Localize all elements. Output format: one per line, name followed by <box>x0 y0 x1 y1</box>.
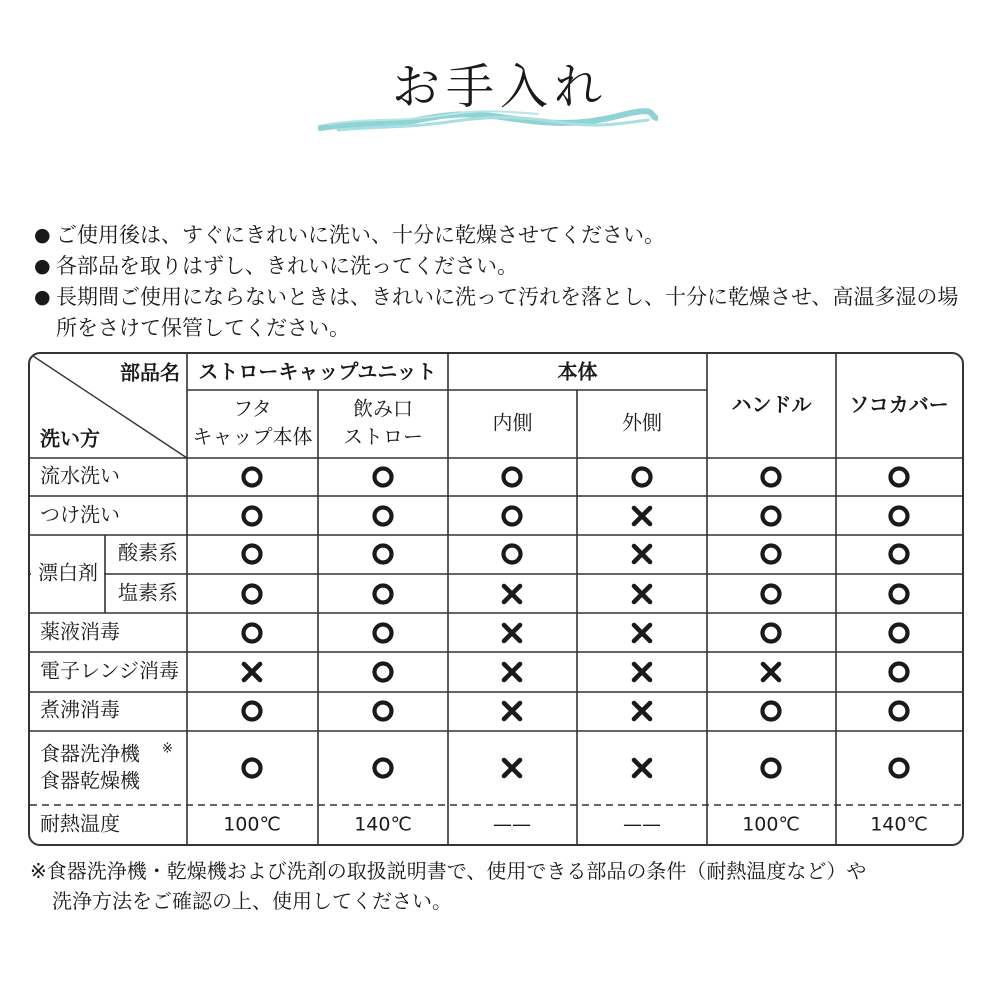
subcolumn-header: 内側 <box>492 410 533 435</box>
ok-mark <box>375 508 392 525</box>
ok-mark <box>244 586 261 603</box>
ok-mark <box>375 469 392 486</box>
subcolumn-header: 飲み口 <box>353 396 413 421</box>
group-header: 本体 <box>557 359 598 384</box>
subcolumn-header: キャップ本体 <box>192 424 313 449</box>
bullet-icon: ● <box>34 286 51 308</box>
care-notes <box>34 220 974 344</box>
ok-mark <box>375 760 392 777</box>
bullet-icon: ● <box>34 255 51 277</box>
row-label: 煮沸消毒 <box>40 697 120 722</box>
heat-value: 140℃ <box>870 813 928 836</box>
subcolumn-header: 外側 <box>622 410 662 435</box>
subcolumn-header: フタ <box>233 396 272 421</box>
note-text: 各部品を取りはずし、きれいに洗ってください。 <box>56 254 518 278</box>
ok-mark <box>244 760 261 777</box>
ok-mark <box>375 586 392 603</box>
ok-mark <box>244 625 261 642</box>
group-header: ソコカバー <box>849 392 949 417</box>
ng-mark <box>244 664 260 680</box>
heat-value: 140℃ <box>354 813 412 836</box>
footnote-line: 洗浄方法をご確認の上、使用してください。 <box>52 889 452 913</box>
corner-bottom-label: 洗い方 <box>40 426 100 451</box>
ok-mark <box>504 469 521 486</box>
heat-value: —— <box>623 813 661 836</box>
care-table-grid <box>30 354 962 844</box>
row-label: 電子レンジ消毒 <box>40 658 179 683</box>
ng-mark <box>504 703 520 719</box>
note-item <box>34 282 974 344</box>
ok-mark <box>244 469 261 486</box>
group-header: ストローキャップユニット <box>198 359 437 384</box>
row-label: 食器洗浄機 <box>40 741 140 766</box>
ok-mark <box>763 760 780 777</box>
heat-value: —— <box>493 813 531 836</box>
ok-mark <box>891 664 908 681</box>
footnote-marker: ※ <box>162 741 173 757</box>
ng-mark <box>504 586 520 602</box>
ng-mark <box>634 664 650 680</box>
ok-mark <box>891 760 908 777</box>
subcolumn-header: ストロー <box>343 424 423 449</box>
ng-mark <box>634 703 650 719</box>
ok-mark <box>763 586 780 603</box>
row-label: 流水洗い <box>40 463 120 488</box>
note-text: ご使用後は、すぐにきれいに洗い、十分に乾燥させてください。 <box>56 223 665 247</box>
heat-value: 100℃ <box>742 813 800 836</box>
ok-mark <box>891 625 908 642</box>
ok-mark <box>891 469 908 486</box>
ok-mark <box>634 469 651 486</box>
ok-mark <box>375 625 392 642</box>
ok-mark <box>891 508 908 525</box>
ng-mark <box>504 625 520 641</box>
ng-mark <box>634 546 650 562</box>
ok-mark <box>375 703 392 720</box>
ok-mark <box>763 546 780 563</box>
ng-mark <box>634 760 650 776</box>
ok-mark <box>763 508 780 525</box>
row-label: つけ洗い <box>40 502 120 527</box>
row-label: 薬液消毒 <box>40 619 120 644</box>
row-label: 漂白剤 <box>38 560 98 585</box>
ok-mark <box>763 703 780 720</box>
row-label: 酸素系 <box>118 540 178 565</box>
brush-wave-decoration <box>318 106 658 136</box>
note-text: 長期間ご使用にならないときは、きれいに洗って汚れを落とし、十分に乾燥させ、高温多湿の場所をさけて保管してください。 <box>56 285 959 340</box>
footnote-line: ※食器洗浄機・乾燥機および洗剤の取扱説明書で、使用できる部品の条件（耐熱温度など）や <box>30 859 867 883</box>
footnote <box>30 856 980 916</box>
ng-mark <box>504 760 520 776</box>
note-item <box>34 251 974 282</box>
row-label: 耐熱温度 <box>40 811 120 836</box>
ng-mark <box>504 664 520 680</box>
ok-mark <box>244 508 261 525</box>
corner-top-label: 部品名 <box>120 360 180 385</box>
heat-value: 100℃ <box>223 813 281 836</box>
row-label: 食器乾燥機 <box>40 768 140 793</box>
ok-mark <box>891 546 908 563</box>
ok-mark <box>375 664 392 681</box>
ok-mark <box>244 703 261 720</box>
ok-mark <box>891 703 908 720</box>
ng-mark <box>634 625 650 641</box>
ng-mark <box>634 586 650 602</box>
ok-mark <box>763 469 780 486</box>
ng-mark <box>634 508 650 524</box>
ok-mark <box>504 546 521 563</box>
row-label: 塩素系 <box>118 580 178 605</box>
care-table <box>28 352 964 846</box>
group-header: ハンドル <box>731 392 812 417</box>
ok-mark <box>763 625 780 642</box>
note-item <box>34 220 974 251</box>
ok-mark <box>375 546 392 563</box>
ok-mark <box>244 546 261 563</box>
ok-mark <box>504 508 521 525</box>
ng-mark <box>763 664 779 680</box>
bullet-icon: ● <box>34 224 51 246</box>
ok-mark <box>891 586 908 603</box>
page-title: お手入れ <box>391 59 608 115</box>
